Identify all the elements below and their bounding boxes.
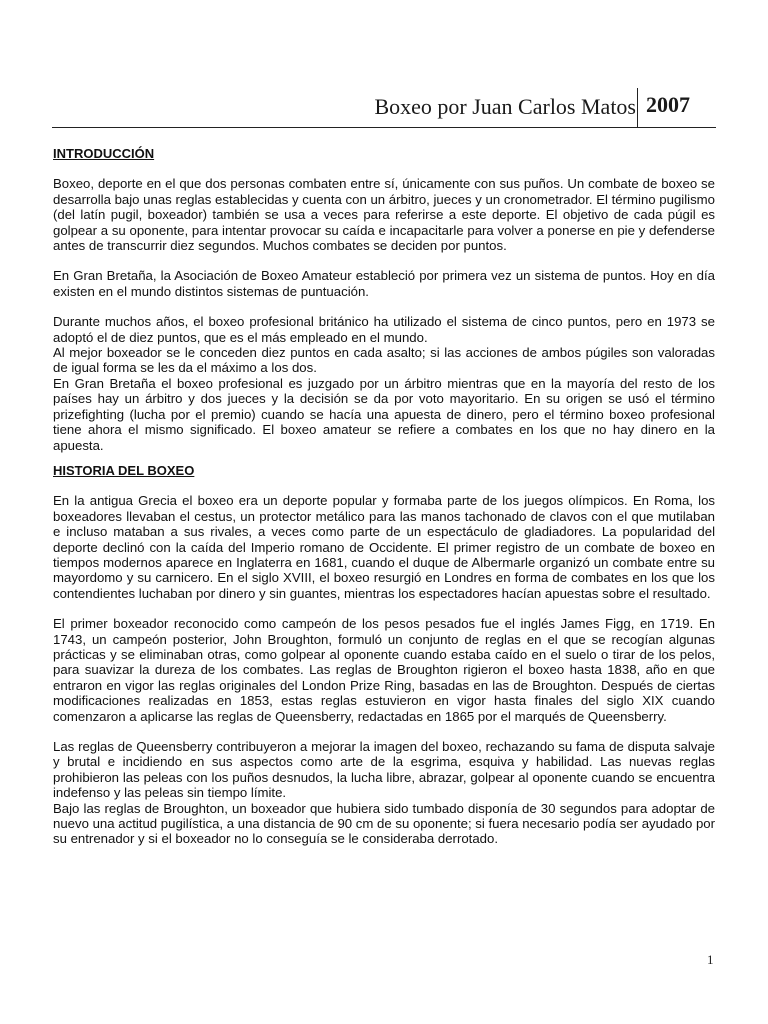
paragraph: El primer boxeador reconocido como campeón de los pesos pesados fue el inglés James Figg, en 1719. En 1743, un campeón posterior, John Broughton, formuló un conjunto de reglas en el que se recogían algunas prácticas y se eliminaban otras, como golpear al oponente cuando estaba caído en el suelo o tirar de los pelos, para suavizar la dureza de los combates. Las reglas de Broughton rigieron el boxeo hasta 1838, año en que entraron en vigor las reglas originales del London Prize Ring, basadas en las de Broughton. Después de ciertas modificaciones realizadas en 1853, estas reglas estuvieron en vigor hasta finales del siglo XIX cuando comenzaron a aplicarse las reglas de Queensberry, redactadas en 1865 por el marqués de Queensberry. [53, 616, 715, 724]
section-heading-historia: HISTORIA DEL BOXEO [53, 462, 195, 478]
section-heading-introduccion: INTRODUCCIÓN [53, 146, 155, 161]
page-number: 1 [707, 952, 714, 967]
paragraph: Al mejor boxeador se le conceden diez puntos en cada asalto; si las acciones de ambos púgiles son valoradas de igual forma se les da el máximo a los dos. [53, 345, 715, 376]
document-year: 2007 [646, 92, 690, 117]
document-body [53, 146, 715, 847]
paragraph: En Gran Bretaña, la Asociación de Boxeo Amateur estableció por primera vez un sistema de puntos. Hoy en día existen en el mundo distintos sistemas de puntuación. [53, 268, 715, 299]
paragraph: Boxeo, deporte en el que dos personas combaten entre sí, únicamente con sus puños. Un combate de boxeo se desarrolla bajo unas reglas establecidas y cuenta con un árbitro, jueces y un cronometrador. El término pugilismo (del latín pugil, boxeador) también se usa a veces para referirse a este deporte. El objetivo de cada púgil es golpear a su oponente, para intentar provocar su caída e incapacitarle para volver a ponerse en pie y defenderse antes de transcurrir diez segundos. Muchos combates se deciden por puntos. [53, 176, 715, 254]
paragraph: En la antigua Grecia el boxeo era un deporte popular y formaba parte de los juegos olímpicos. En Roma, los boxeadores llevaban el cestus, un protector metálico para las manos tachonado de clavos con el que mutilaban e incluso mataban a sus rivales, a veces como parte de un espectáculo de gladiadores. La popularidad del deporte declinó con la caída del Imperio romano de Occidente. El primer registro de un combate de boxeo en tiempos modernos aparece en Inglaterra en 1681, cuando el duque de Albermarle organizó un combate entre su mayordomo y su carnicero. En el siglo XVIII, el boxeo resurgió en Londres en forma de combates en los que los contendientes luchaban por dinero y sin guantes, mientras los espectadores hacían apuestas sobre el resultado. [53, 493, 715, 601]
header-separator [637, 88, 638, 128]
header-rule [52, 127, 716, 128]
paragraph: Bajo las reglas de Broughton, un boxeador que hubiera sido tumbado disponía de 30 segundos para adoptar de nuevo una actitud pugilística, a una distancia de 90 cm de su oponente; si fuera necesario podía ser ayudado por su entrenador y si el boxeador no lo conseguía se le consideraba derrotado. [53, 800, 716, 847]
paragraph: En Gran Bretaña el boxeo profesional es juzgado por un árbitro mientras que en la mayoría del resto de los países hay un árbitro y dos jueces y la decisión se da por voto mayoritario. En su origen se usó el término prizefighting (lucha por el premio) cuando se hacía una apuesta de dinero, pero el término boxeo profesional tiene ahora el mismo significado. El boxeo amateur se refiere a combates en los que no hay dinero en la apuesta. [53, 375, 715, 453]
paragraph: Las reglas de Queensberry contribuyeron a mejorar la imagen del boxeo, rechazando su fama de disputa salvaje y brutal e incidiendo en sus aspectos como arte de la esgrima, esquiva y habilidad. Las nuevas reglas prohibieron las peleas con los puños desnudos, la lucha libre, abrazar, golpear al oponente cuando se encuentra indefenso y las peleas sin tiempo límite. [53, 739, 715, 801]
paragraph: Durante muchos años, el boxeo profesional británico ha utilizado el sistema de cinco puntos, pero en 1973 se adoptó el de diez puntos, que es el más empleado en el mundo. [53, 314, 715, 345]
document-title: Boxeo por Juan Carlos Matos [374, 94, 636, 119]
page-header [52, 88, 716, 128]
